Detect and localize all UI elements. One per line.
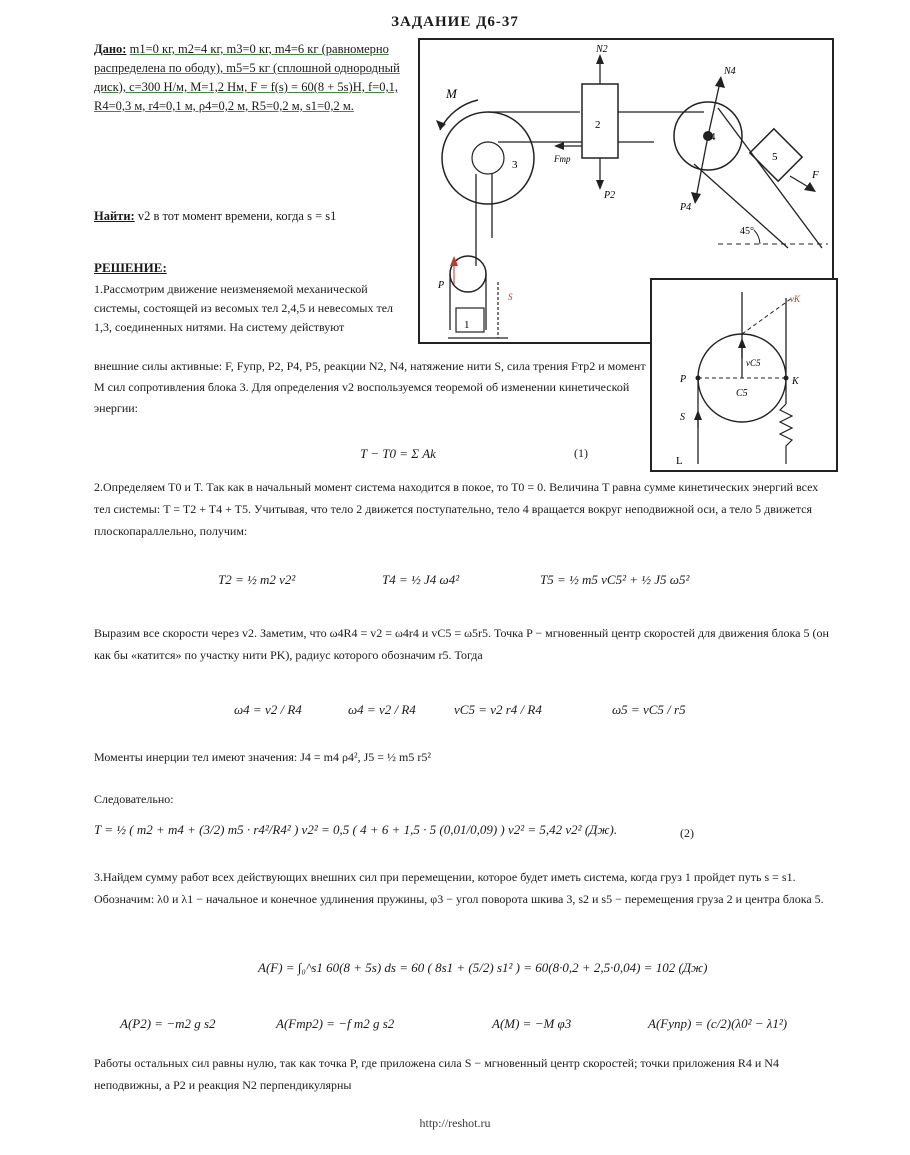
svg-text:Fтр: Fтр xyxy=(554,154,571,164)
svg-text:5: 5 xyxy=(772,151,778,163)
equation-1: T − T0 = Σ Ak xyxy=(360,446,436,461)
formula-work-spring: A(Fупр) = (c/2)(λ0² − λ1²) xyxy=(648,1016,788,1031)
formula-kinetic-energy: T = ½ ( m2 + m4 + (3/2) m5 · r4²/R4² ) v2² = 0,5 ( 4 + 6 + 1,5 · 5 (0,01/0,09) ) v2² = 5,42 v2² (Дж). xyxy=(94,822,618,837)
svg-text:L: L xyxy=(676,455,683,467)
paragraph-4: Моменты инерции тел имеют значения: J4 = m4 ρ4², J5 = ½ m5 r5² xyxy=(94,750,431,764)
pulley-3 xyxy=(442,112,534,204)
formula-omega4-a: ω4 = v2 / R4 xyxy=(234,702,302,717)
svg-text:1: 1 xyxy=(464,319,470,331)
svg-text:S: S xyxy=(680,412,685,423)
formula-work-moment: A(M) = −M φ3 xyxy=(492,1016,572,1031)
svg-text:K: K xyxy=(792,376,799,387)
svg-text:N4: N4 xyxy=(724,66,736,77)
given-label: Дано: xyxy=(94,42,127,56)
formula-t5: T5 = ½ m5 vC5² + ½ J5 ω5² xyxy=(540,572,690,587)
incline-line xyxy=(718,108,822,248)
formula-omega5: ω5 = vC5 / r5 xyxy=(612,702,686,717)
formula-kinetic-energy-number: (2) xyxy=(680,826,694,840)
formula-t2: T2 = ½ m2 v2² xyxy=(218,572,296,587)
find-label: Найти: xyxy=(94,209,135,223)
pulley-3-hub xyxy=(472,142,504,174)
paragraph-1b: внешние силы активные: F, Fупр, P2, P4, P5, реакции N2, N4, натяжение нити S, сила трения Fтр2 и момент M сил сопротивления блока 3. Для определения v2 воспользуемся теоремой об изменении кинетической энергии: xyxy=(94,359,646,415)
paragraph-1: 1.Рассмотрим движение неизменяемой механической системы, состоящей из весомых тел 2,4,5 и невесомых тел 1,3, соединенных нитями. На систему действуют xyxy=(94,282,394,334)
svg-text:P: P xyxy=(680,374,687,385)
find-text: v2 в тот момент времени, когда s = s1 xyxy=(137,209,337,223)
weight-1 xyxy=(456,308,484,332)
formula-t4: T4 = ½ J4 ω4² xyxy=(382,572,460,587)
formula-work-friction: A(Fтр2) = −f m2 g s2 xyxy=(276,1016,395,1031)
formula-omega4-b: ω4 = v2 / R4 xyxy=(348,702,416,717)
svg-text:3: 3 xyxy=(512,159,518,171)
solution-heading: РЕШЕНИЕ: xyxy=(94,260,167,275)
paragraph-2: 2.Определяем T0 и T. Так как в начальный момент система находится в покое, то T0 = 0. Величина T равна сумме кинетических энергий всех тел системы: T = T2 + T4 + T5. Учитывая, что тело 2 движется поступательно, тело 4 вращается вокруг неподвижной оси, а тело 5 движется плоскопараллельно, получим: xyxy=(94,480,819,538)
svg-text:F: F xyxy=(812,169,819,181)
given-section xyxy=(94,40,410,116)
svg-text:C5: C5 xyxy=(736,388,748,399)
paragraph-7: Работы остальных сил равны нулю, так как точка P, где приложена сила S − мгновенный центр скоростей; точки приложения R4 и N4 неподвижны, а P2 и реакция N2 перпендикулярны xyxy=(94,1056,779,1092)
footer-url[interactable]: http://reshot.ru xyxy=(419,1116,491,1130)
svg-text:vC5: vC5 xyxy=(746,358,761,368)
formula-work-p2: A(P2) = −m2 g s2 xyxy=(120,1016,216,1031)
svg-text:P4: P4 xyxy=(680,202,692,213)
paragraph-5: Следовательно: xyxy=(94,792,174,806)
svg-text:45°: 45° xyxy=(740,226,754,237)
paragraph-3: Выразим все скорости через v2. Заметим, что ω4R4 = v2 = ω4r4 и vC5 = ω5r5. Точка P − мгновенный центр скоростей для движения блока 5 (он как бы «катится» по участку нити PK), радиус которого обозначим r5. Тогда xyxy=(94,626,829,662)
given-text: m1=0 кг, m2=4 кг, m3=0 кг, m4=6 кг (равномерно распределена по ободу), m5=5 кг (сплошной однородный диск), c=300 Н/м, M=1,2 Нм, F = f(s) = 60(8 + 5s)Н, f=0,1, R4=0,3 м, r4=0,1 м, ρ4=0,2 м, R5=0,2 м, s1=0,2 м. xyxy=(94,42,400,113)
inset-diagram xyxy=(650,278,840,474)
equation-1-number: (1) xyxy=(574,446,588,460)
label-m: M xyxy=(446,86,457,101)
svg-text:2: 2 xyxy=(595,119,601,131)
page-title: ЗАДАНИЕ Д6-37 xyxy=(391,14,519,30)
find-section xyxy=(94,206,410,226)
svg-text:P: P xyxy=(438,280,445,291)
svg-text:P2: P2 xyxy=(604,190,616,201)
svg-text:N2: N2 xyxy=(596,44,608,55)
svg-text:vK: vK xyxy=(790,294,800,304)
paragraph-6: 3.Найдем сумму работ всех действующих внешних сил при перемещении, которое будет иметь система, когда груз 1 пройдет путь s = s1. Обозначим: λ0 и λ1 − начальное и конечное удлинения пружины, φ3 − угол поворота шкива 3, s2 и s5 − перемещения груза 2 и центра блока 5. xyxy=(94,870,824,906)
formula-vc5: vC5 = v2 r4 / R4 xyxy=(454,702,542,717)
svg-text:S: S xyxy=(508,292,513,302)
svg-text:4: 4 xyxy=(710,131,716,143)
formula-work-f: A(F) = ∫₀^s1 60(8 + 5s) ds = 60 ( 8s1 + (5/2) s1² ) = 60(8·0,2 + 2,5·0,04) = 102 (Дж) xyxy=(258,960,708,975)
inset-frame xyxy=(651,279,837,471)
